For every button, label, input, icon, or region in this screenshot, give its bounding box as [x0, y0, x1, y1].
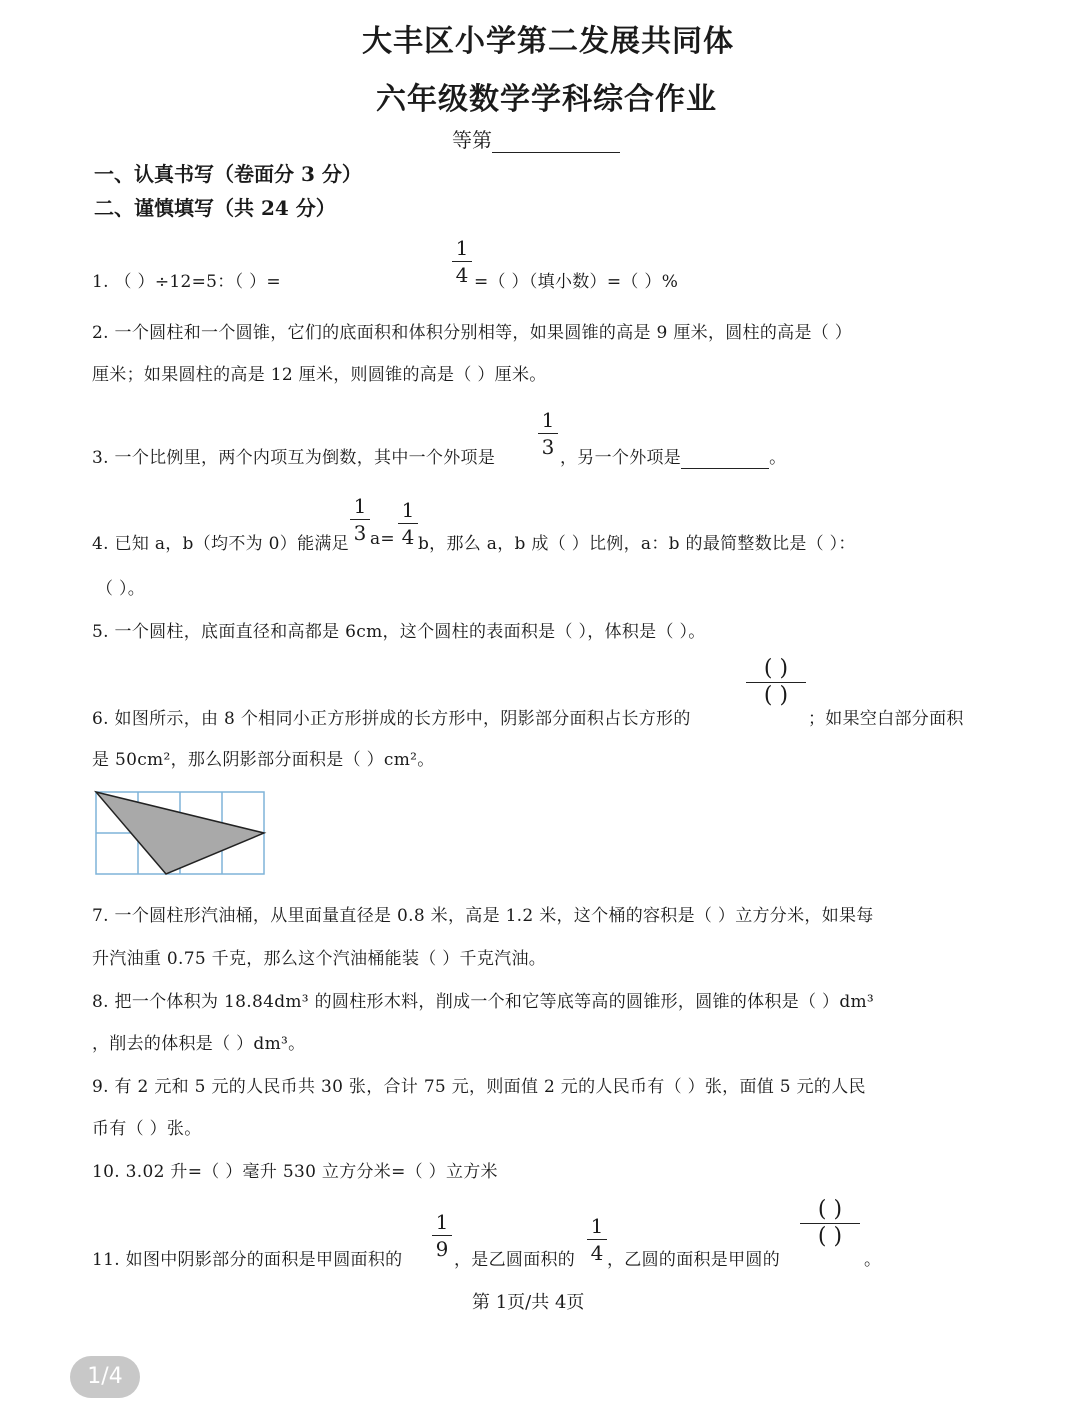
- section-1-heading: 一、认真书写（卷面分 3 分）: [94, 162, 362, 186]
- q11-fraction-ninth: 1 9: [432, 1212, 452, 1259]
- q1-fraction-quarter: 1 4: [452, 238, 472, 285]
- q4-fraction-quarter: 1 4: [398, 500, 418, 547]
- q4-part-b: a=: [370, 529, 395, 549]
- q3-fraction-third: 1 3: [538, 410, 558, 457]
- q7-line-2: 升汽油重 0.75 千克，那么这个汽油桶能装（ ）千克汽油。: [92, 949, 547, 969]
- page-footer: 第 1页/共 4页: [472, 1292, 585, 1313]
- q4-part-a: 4. 已知 a，b（均不为 0）能满足: [92, 534, 349, 554]
- q7-line-1: 7. 一个圆柱形汽油桶，从里面量直径是 0.8 米，高是 1.2 米，这个桶的容积是（ ）立方分米，如果每: [92, 906, 874, 926]
- q11-fraction-quarter: 1 4: [587, 1216, 607, 1263]
- q11-part-c: ，乙圆的面积是甲圆的: [607, 1250, 780, 1270]
- q6-line-2: 是 50cm²，那么阴影部分面积是（ ）cm²。: [92, 750, 435, 770]
- q3-part-a: 3. 一个比例里，两个内项互为倒数，其中一个外项是: [92, 448, 496, 468]
- q9-line-2: 币有（ ）张。: [92, 1119, 202, 1139]
- q3-part-b: ，另一个外项是 。: [560, 448, 787, 468]
- q4-line-2: （ ）。: [96, 579, 146, 599]
- q11-part-a: 11. 如图中阴影部分的面积是甲圆面积的: [92, 1250, 403, 1270]
- q10: 10. 3.02 升=（ ）毫升 530 立方分米=（ ）立方米: [92, 1162, 498, 1182]
- grade-field: [452, 124, 620, 153]
- q8-line-2: ，削去的体积是（ ）dm³。: [92, 1034, 306, 1054]
- section-2-heading: 二、谨慎填写（共 24 分）: [94, 196, 336, 220]
- q8-line-1: 8. 把一个体积为 18.84dm³ 的圆柱形木料，削成一个和它等底等高的圆锥形，圆锥的体积是（ ）dm³: [92, 992, 875, 1012]
- q1-part-a: 1. （ ）÷12=5：（ ）=: [92, 272, 281, 292]
- grade-label: 等第: [452, 128, 492, 152]
- q4-fraction-third: 1 3: [350, 496, 370, 543]
- q6-blank-fraction: ( ) ( ): [746, 658, 806, 707]
- q2-line-1: 2. 一个圆柱和一个圆锥，它们的底面积和体积分别相等，如果圆锥的高是 9 厘米，圆柱的高是（ ）: [92, 323, 853, 343]
- q11-part-b: ，是乙圆面积的: [454, 1250, 576, 1270]
- q5: 5. 一个圆柱，底面直径和高都是 6cm，这个圆柱的表面积是（ ），体积是（ ）。: [92, 622, 706, 642]
- q9-line-1: 9. 有 2 元和 5 元的人民币共 30 张，合计 75 元，则面值 2 元的人民币有（ ）张，面值 5 元的人民: [92, 1077, 866, 1097]
- q11-part-d: 。: [864, 1250, 882, 1270]
- q2-line-2: 厘米；如果圆柱的高是 12 厘米，则圆锥的高是（ ）厘米。: [92, 365, 547, 385]
- q3-answer-blank: [681, 448, 769, 469]
- q6-figure: [94, 790, 268, 878]
- q6-part-a: 6. 如图所示，由 8 个相同小正方形拼成的长方形中，阴影部分面积占长方形的: [92, 709, 691, 729]
- q4-part-c: b，那么 a，b 成（ ）比例，a：b 的最简整数比是（ ）：: [418, 534, 856, 554]
- q11-blank-fraction: ( ) ( ): [800, 1199, 860, 1248]
- grade-blank: [492, 128, 620, 153]
- assignment-title: 六年级数学学科综合作业: [376, 82, 717, 117]
- q1-part-b: =（ ）（填小数）=（ ）%: [474, 272, 679, 292]
- page-indicator[interactable]: 1/4: [70, 1356, 140, 1398]
- school-title: 大丰区小学第二发展共同体: [362, 24, 734, 59]
- q6-part-b: ；如果空白部分面积: [808, 709, 964, 729]
